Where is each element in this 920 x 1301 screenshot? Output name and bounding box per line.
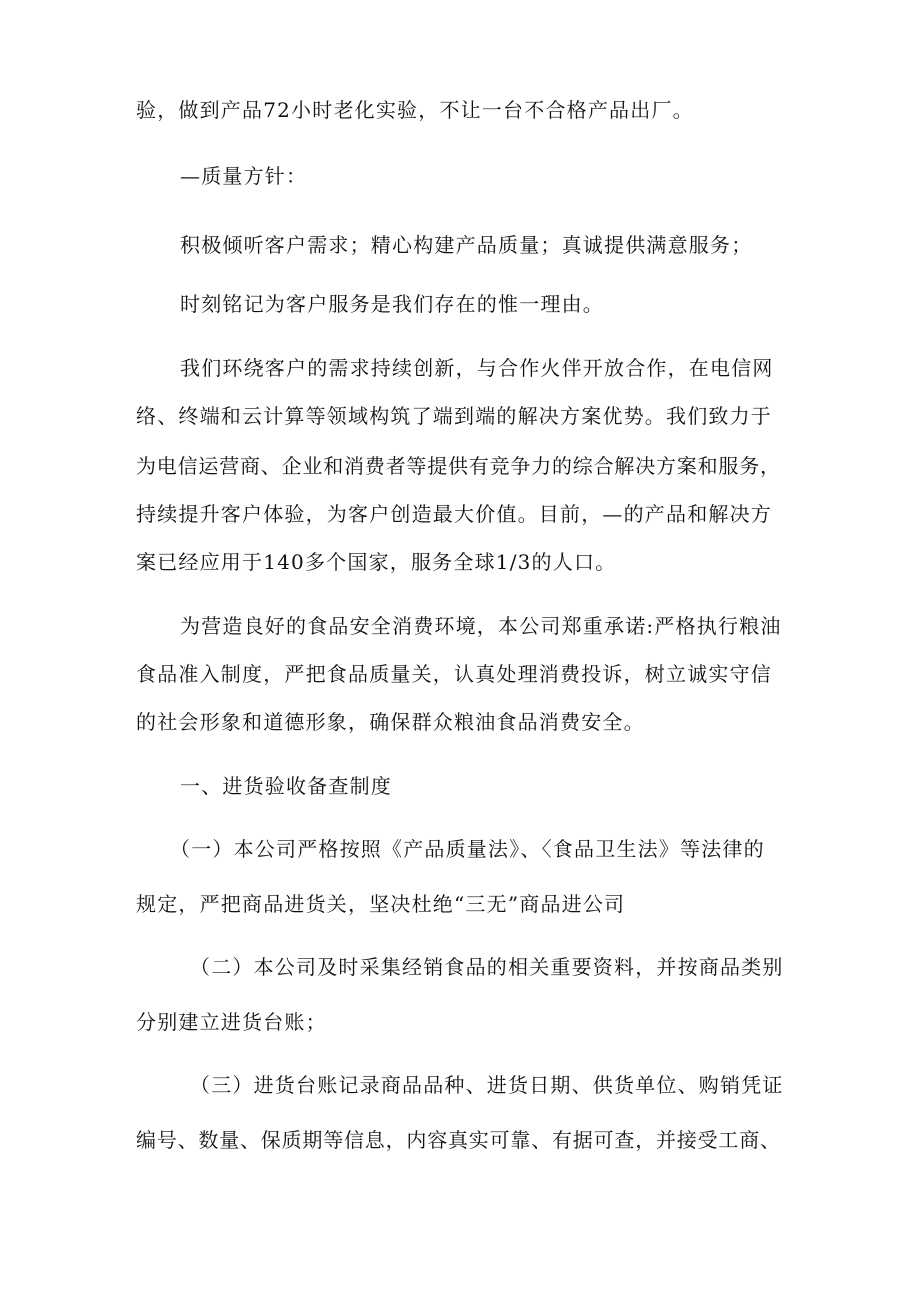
paragraph-4-line-1: 时刻铭记为客户服务是我们存在的惟一理由。 <box>180 292 604 316</box>
paragraph-5-line-5: 案已经应用于140多个国家，服务全球1/3的人口。 <box>136 550 617 574</box>
item-1-line-1: （一）本公司严格按照《产品质量法》、〈食品卫生法》等法律的 <box>170 837 765 861</box>
item-3-line-1: （三）进货台账记录商品品种、进货日期、供货单位、购销凭证 <box>190 1073 784 1097</box>
paragraph-1-line-1: 验，做到产品72小时老化实验，不让一台不合格产品出厂。 <box>136 98 694 122</box>
paragraph-5-line-3: 为电信运营商、企业和消费者等提供有竞争力的综合解决方案和服务， <box>136 454 781 478</box>
paragraph-6-line-1: 为营造良好的食品安全消费环境，本公司郑重承诺:严格执行粮油 <box>180 614 782 638</box>
item-2-line-1: （二）本公司及时采集经销食品的相关重要资料，并按商品类别 <box>190 955 784 979</box>
paragraph-3-line-1: 积极倾听客户需求；精心构建产品质量；真诚提供满意服务； <box>180 233 753 257</box>
item-3-line-2: 编号、数量、保质期等信息，内容真实可靠、有据可查，并接受工商、 <box>136 1128 781 1152</box>
section-heading-purchase-inspection: 一、进货验收备查制度 <box>180 774 392 798</box>
paragraph-5-line-2: 络、终端和云计算等领域构筑了端到端的解决方案优势。我们致力于 <box>136 404 772 428</box>
paragraph-6-line-3: 的社会形象和道德形象，确保群众粮油食品消费安全。 <box>136 710 645 734</box>
quality-policy-heading: —质量方针： <box>180 164 308 188</box>
item-1-line-2: 规定，严把商品进货关，坚决杜绝“三无”商品进公司 <box>136 892 626 916</box>
paragraph-6-line-2: 食品准入制度，严把食品质量关，认真处理消费投诉，树立诚实守信 <box>136 662 772 686</box>
paragraph-5-line-4: 持续提升客户体验，为客户创造最大价值。目前，—的产品和解决方 <box>136 502 772 526</box>
paragraph-5-line-1: 我们环绕客户的需求持续创新，与合作火伴开放合作，在电信网 <box>180 356 774 380</box>
item-2-line-2: 分别建立进货台账； <box>136 1010 327 1034</box>
